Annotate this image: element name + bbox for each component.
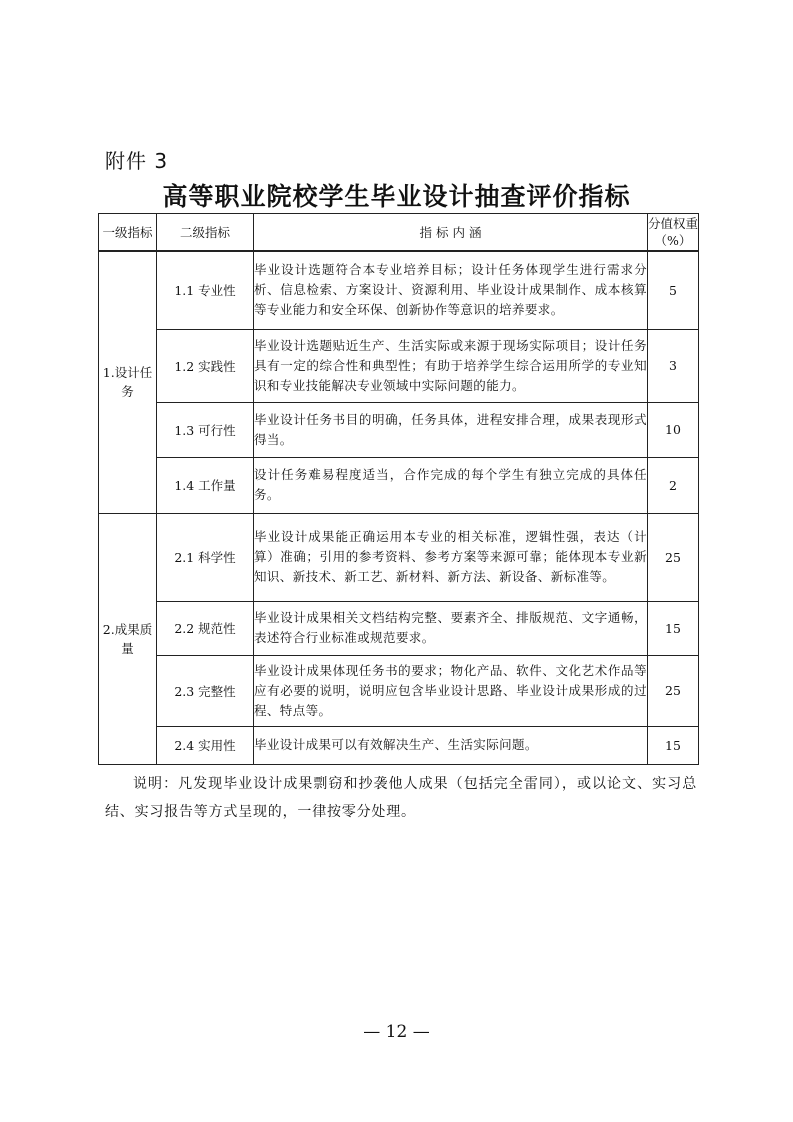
weight-cell: 25 <box>648 513 699 601</box>
level1-cell: 1.设计任务 <box>99 251 157 513</box>
table-row <box>99 457 699 513</box>
level1-cell: 2.成果质量 <box>99 513 157 764</box>
content-cell: 毕业设计选题符合本专业培养目标；设计任务体现学生进行需求分析、信息检索、方案设计、资源利用、毕业设计成果制作、成本核算等专业能力和安全环保、创新协作等意识的培养要求。 <box>254 251 648 329</box>
header-level2: 二级指标 <box>157 214 254 252</box>
table-row <box>99 726 699 764</box>
level2-cell: 2.2 规范性 <box>157 601 254 655</box>
level2-cell: 2.1 科学性 <box>157 513 254 601</box>
table-row <box>99 601 699 655</box>
criteria-table <box>98 213 699 765</box>
document-title: 高等职业院校学生毕业设计抽查评价指标 <box>162 182 631 211</box>
level2-cell: 1.4 工作量 <box>157 457 254 513</box>
header-content: 指 标 内 涵 <box>254 214 648 252</box>
note-paragraph: 说明：凡发现毕业设计成果剽窃和抄袭他人成果（包括完全雷同），或以论文、实习总结、实习报告等方式呈现的，一律按零分处理。 <box>105 776 697 820</box>
level2-cell: 2.3 完整性 <box>157 655 254 726</box>
content-cell: 设计任务难易程度适当，合作完成的每个学生有独立完成的具体任务。 <box>254 457 648 513</box>
table-row <box>99 251 699 329</box>
content-cell: 毕业设计成果能正确运用本专业的相关标准，逻辑性强，表达（计算）准确；引用的参考资料、参考方案等来源可靠；能体现本专业新知识、新技术、新工艺、新材料、新方法、新设备、新标准等。 <box>254 513 648 601</box>
content-cell: 毕业设计成果相关文档结构完整、要素齐全、排版规范、文字通畅，表述符合行业标准或规范要求。 <box>254 601 648 655</box>
level2-cell: 2.4 实用性 <box>157 726 254 764</box>
content-cell: 毕业设计任务书目的明确，任务具体，进程安排合理，成果表现形式得当。 <box>254 402 648 457</box>
content-cell: 毕业设计成果可以有效解决生产、生活实际问题。 <box>254 726 648 764</box>
weight-cell: 5 <box>648 251 699 329</box>
weight-cell: 15 <box>648 726 699 764</box>
attachment-label: 附件 3 <box>105 149 169 173</box>
table-header-row <box>99 214 699 252</box>
weight-cell: 15 <box>648 601 699 655</box>
level2-cell: 1.1 专业性 <box>157 251 254 329</box>
table-row <box>99 655 699 726</box>
content-cell: 毕业设计成果体现任务书的要求；物化产品、软件、文化艺术作品等应有必要的说明，说明应包含毕业设计思路、毕业设计成果形成的过程、特点等。 <box>254 655 648 726</box>
table-row <box>99 513 699 601</box>
table-row <box>99 402 699 457</box>
content-cell: 毕业设计选题贴近生产、生活实际或来源于现场实际项目；设计任务具有一定的综合性和典型性；有助于培养学生综合运用所学的专业知识和专业技能解决专业领域中实际问题的能力。 <box>254 329 648 402</box>
weight-cell: 10 <box>648 402 699 457</box>
page-number: — 12 — <box>363 1022 430 1042</box>
weight-cell: 3 <box>648 329 699 402</box>
weight-cell: 25 <box>648 655 699 726</box>
level2-cell: 1.2 实践性 <box>157 329 254 402</box>
table-row <box>99 329 699 402</box>
weight-cell: 2 <box>648 457 699 513</box>
header-weight: 分值权重（%） <box>648 214 699 252</box>
level2-cell: 1.3 可行性 <box>157 402 254 457</box>
header-level1: 一级指标 <box>99 214 157 252</box>
